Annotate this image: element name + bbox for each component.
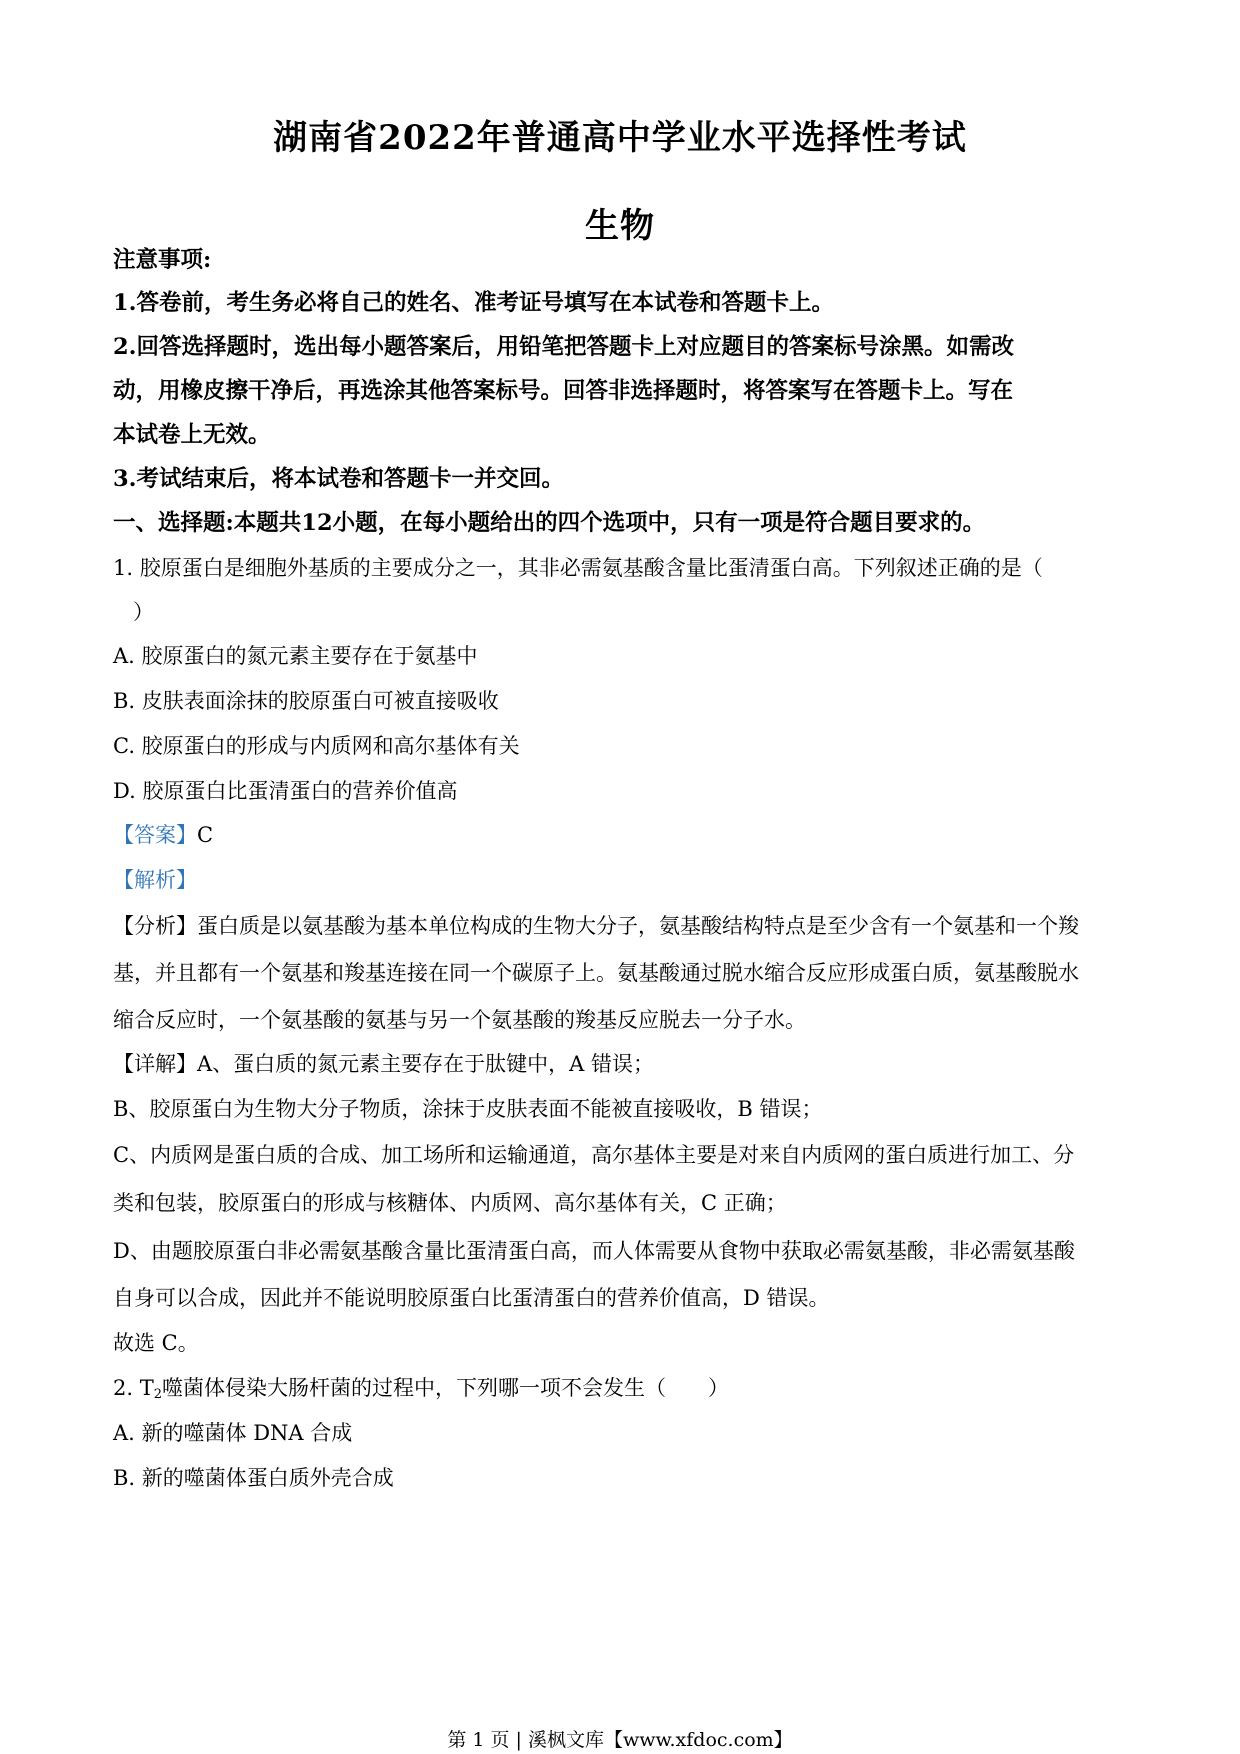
analysis-line: 基，并且都有一个氨基和羧基连接在同一个碳原子上。氨基酸通过脱水缩合反应形成蛋白质，氨基酸脱水 <box>113 961 1079 985</box>
question-2-prefix: 2. T <box>113 1376 154 1400</box>
question-1-option-d: D. 胶原蛋白比蛋清蛋白的营养价值高 <box>113 779 458 803</box>
answer-label: 【答案】 <box>113 823 197 847</box>
question-1-stem-close: ） <box>133 600 154 624</box>
detail-line: 自身可以合成，因此并不能说明胶原蛋白比蛋清蛋白的营养价值高，D 错误。 <box>113 1286 830 1310</box>
question-2-stem-text: 噬菌体侵染大肠杆菌的过程中，下列哪一项不会发生（ ） <box>162 1376 729 1400</box>
detail-line: D、由题胶原蛋白非必需氨基酸含量比蛋清蛋白高，而人体需要从食物中获取必需氨基酸，非必需氨基酸 <box>113 1239 1075 1263</box>
question-2-option-b: B. 新的噬菌体蛋白质外壳合成 <box>113 1466 394 1490</box>
notice-item: 本试卷上无效。 <box>113 422 271 448</box>
question-2-subscript: 2 <box>153 1387 162 1402</box>
section-heading: 一、选择题:本题共12小题，在每小题给出的四个选项中，只有一项是符合题目要求的。 <box>113 510 986 536</box>
analysis-line: 【分析】蛋白质是以氨基酸为基本单位构成的生物大分子，氨基酸结构特点是至少含有一个氨基和一个羧 <box>113 914 1079 938</box>
answer-line <box>113 820 1133 850</box>
question-1-stem: 1. 胶原蛋白是细胞外基质的主要成分之一，其非必需氨基酸含量比蛋清蛋白高。下列叙述正确的是（ <box>113 556 1043 580</box>
question-1-option-b: B. 皮肤表面涂抹的胶原蛋白可被直接吸收 <box>113 689 499 713</box>
question-2-option-a: A. 新的噬菌体 DNA 合成 <box>113 1421 353 1445</box>
detail-line: 类和包装，胶原蛋白的形成与核糖体、内质网、高尔基体有关，C 正确； <box>113 1191 787 1215</box>
question-1-option-c: C. 胶原蛋白的形成与内质网和高尔基体有关 <box>113 734 520 758</box>
conclusion-line: 故选 C。 <box>113 1331 199 1355</box>
exam-subject: 生物 <box>585 206 655 246</box>
notice-heading: 注意事项: <box>113 247 212 273</box>
page-footer: 第 1 页 | 溪枫文库【www.xfdoc.com】 <box>447 1729 793 1751</box>
exam-title: 湖南省2022年普通高中学业水平选择性考试 <box>273 118 967 158</box>
answer-value: C <box>197 823 214 847</box>
question-1-option-a: A. 胶原蛋白的氮元素主要存在于氨基中 <box>113 644 478 668</box>
notice-item: 动，用橡皮擦干净后，再选涂其他答案标号。回答非选择题时，将答案写在答题卡上。写在 <box>113 378 1014 404</box>
detail-line: B、胶原蛋白为生物大分子物质，涂抹于皮肤表面不能被直接吸收，B 错误； <box>113 1097 823 1121</box>
detail-line: 【详解】A、蛋白质的氮元素主要存在于肽键中，A 错误； <box>113 1052 655 1076</box>
analysis-line: 缩合反应时，一个氨基酸的氨基与另一个氨基酸的羧基反应脱去一分子水。 <box>113 1008 806 1032</box>
notice-item: 1.答卷前，考生务必将自己的姓名、准考证号填写在本试卷和答题卡上。 <box>113 290 834 316</box>
question-2-stem <box>113 1373 1133 1403</box>
notice-item: 2.回答选择题时，选出每小题答案后，用铅笔把答题卡上对应题目的答案标号涂黑。如需改 <box>113 334 1014 360</box>
analysis-label: 【解析】 <box>113 868 197 892</box>
detail-line: C、内质网是蛋白质的合成、加工场所和运输通道，高尔基体主要是对来自内质网的蛋白质进行加工、分 <box>113 1143 1075 1167</box>
notice-item: 3.考试结束后，将本试卷和答题卡一并交回。 <box>113 466 564 492</box>
